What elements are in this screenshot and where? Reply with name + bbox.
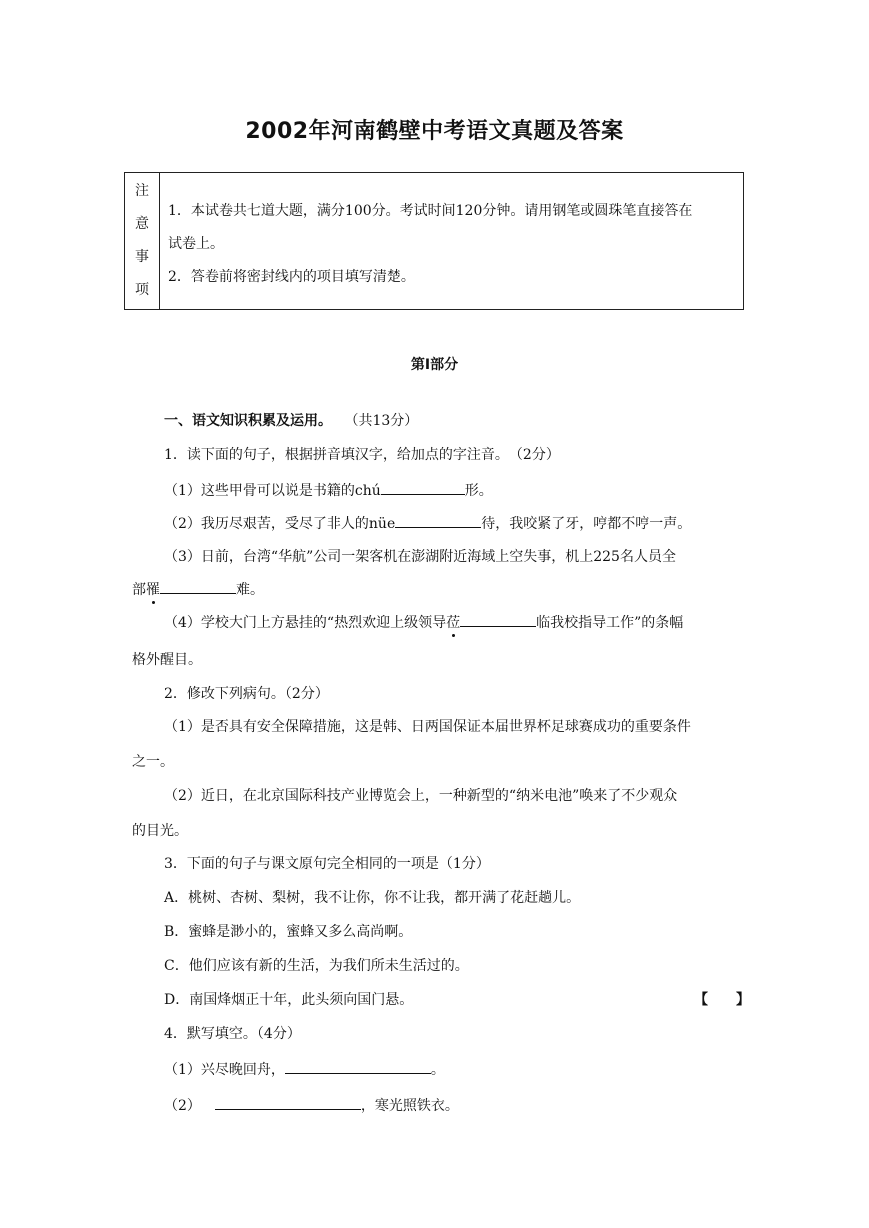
notice-item: 2．答卷前将密封线内的项目填写清楚。 bbox=[168, 269, 415, 285]
notice-label-char: 项 bbox=[135, 282, 149, 298]
answer-blank[interactable] bbox=[460, 614, 536, 627]
part1-heading-text: 一、语文知识积累及运用。 bbox=[164, 413, 332, 429]
q1-s1-text-b: 形。 bbox=[464, 483, 493, 499]
dotted-char: 罹 bbox=[146, 582, 160, 598]
q1-s1-text-a: （1）这些甲骨可以说是书籍的chú bbox=[164, 483, 381, 499]
q4-stem: 4．默写填空。（4分） bbox=[164, 1026, 301, 1042]
q1-sentence-3-line1: （3）日前，台湾“华航”公司一架客机在澎湖附近海域上空失事，机上225名人员全 bbox=[164, 549, 676, 565]
q2-stem: 2．修改下列病句。（2分） bbox=[164, 686, 329, 702]
q3-stem: 3．下面的句子与课文原句完全相同的一项是（1分） bbox=[164, 856, 490, 872]
answer-blank[interactable] bbox=[215, 1097, 361, 1110]
q3-option-d: D．南国烽烟正十年，此头须向国门悬。 bbox=[164, 992, 414, 1008]
q1-sentence-1 bbox=[164, 480, 774, 500]
q2-s1-line1: （1）是否具有安全保障措施，这是韩、日两国保证本届世界杯足球赛成功的重要条件 bbox=[164, 719, 691, 735]
notice-body bbox=[160, 173, 743, 309]
part1-heading bbox=[164, 410, 774, 430]
q1-sentence-3-line2 bbox=[132, 579, 742, 599]
q1-s4-text-b: 临我校指导工作”的条幅 bbox=[536, 615, 684, 631]
notice-item: 1．本试卷共七道大题，满分100分。考试时间120分钟。请用钢笔或圆珠笔直接答在 bbox=[168, 203, 693, 219]
q2-s2-line2: 的目光。 bbox=[132, 823, 188, 839]
q1-sentence-4-line2: 格外醒目。 bbox=[132, 652, 202, 668]
q4-s1-text-a: （1）兴尽晚回舟， bbox=[164, 1062, 285, 1078]
q3-option-b: B．蜜蜂是渺小的，蜜蜂又多么高尚啊。 bbox=[164, 924, 413, 940]
q4-sentence-2 bbox=[164, 1095, 774, 1115]
q1-s3-text-a: 部 bbox=[132, 582, 146, 598]
notice-item: 试卷上。 bbox=[168, 236, 224, 252]
q1-s3-text-b: 难。 bbox=[236, 582, 264, 598]
dotted-char: 莅 bbox=[446, 615, 461, 631]
q4-s1-text-b: 。 bbox=[430, 1062, 445, 1078]
q2-s2-line1: （2）近日，在北京国际科技产业博览会上，一种新型的“纳米电池”唤来了不少观众 bbox=[164, 788, 678, 804]
q4-sentence-1 bbox=[164, 1059, 774, 1079]
document-title: 2002年河南鹤壁中考语文真题及答案 bbox=[245, 119, 624, 144]
q1-s2-text-a: （2）我历尽艰苦，受尽了非人的nüe bbox=[164, 516, 396, 532]
answer-blank[interactable] bbox=[160, 581, 236, 594]
q2-s1-line2: 之一。 bbox=[132, 754, 174, 770]
answer-blank[interactable] bbox=[381, 482, 465, 495]
q4-s2-text-b: ，寒光照铁衣。 bbox=[360, 1098, 459, 1114]
q1-stem: 1．读下面的句子，根据拼音填汉字，给加点的字注音。 （2分） bbox=[164, 447, 560, 463]
q1-s4-text-a: （4）学校大门上方悬挂的“热烈欢迎上级领导 bbox=[164, 615, 447, 631]
answer-bracket[interactable]: 【 】 bbox=[694, 992, 750, 1008]
q1-sentence-2 bbox=[164, 513, 774, 533]
notice-label-char: 意 bbox=[135, 216, 149, 232]
notice-label bbox=[125, 173, 160, 309]
answer-blank[interactable] bbox=[285, 1061, 431, 1074]
notice-box bbox=[124, 172, 744, 310]
answer-blank[interactable] bbox=[395, 515, 481, 528]
q3-option-c: C．他们应该有新的生活，为我们所未生活过的。 bbox=[164, 958, 469, 974]
q1-s2-text-b: 待，我咬紧了牙，哼都不哼一声。 bbox=[481, 516, 692, 532]
q3-option-a: A．桃树、杏树、梨树，我不让你，你不让我，都开满了花赶趟儿。 bbox=[164, 890, 581, 906]
section-heading: 第Ⅰ部分 bbox=[410, 357, 459, 373]
notice-label-char: 注 bbox=[135, 183, 149, 199]
part1-heading-score: （共13分） bbox=[344, 413, 419, 429]
notice-label-char: 事 bbox=[135, 249, 149, 265]
q1-sentence-4-line1 bbox=[164, 612, 774, 632]
q4-s2-text-a: （2） bbox=[164, 1098, 201, 1114]
